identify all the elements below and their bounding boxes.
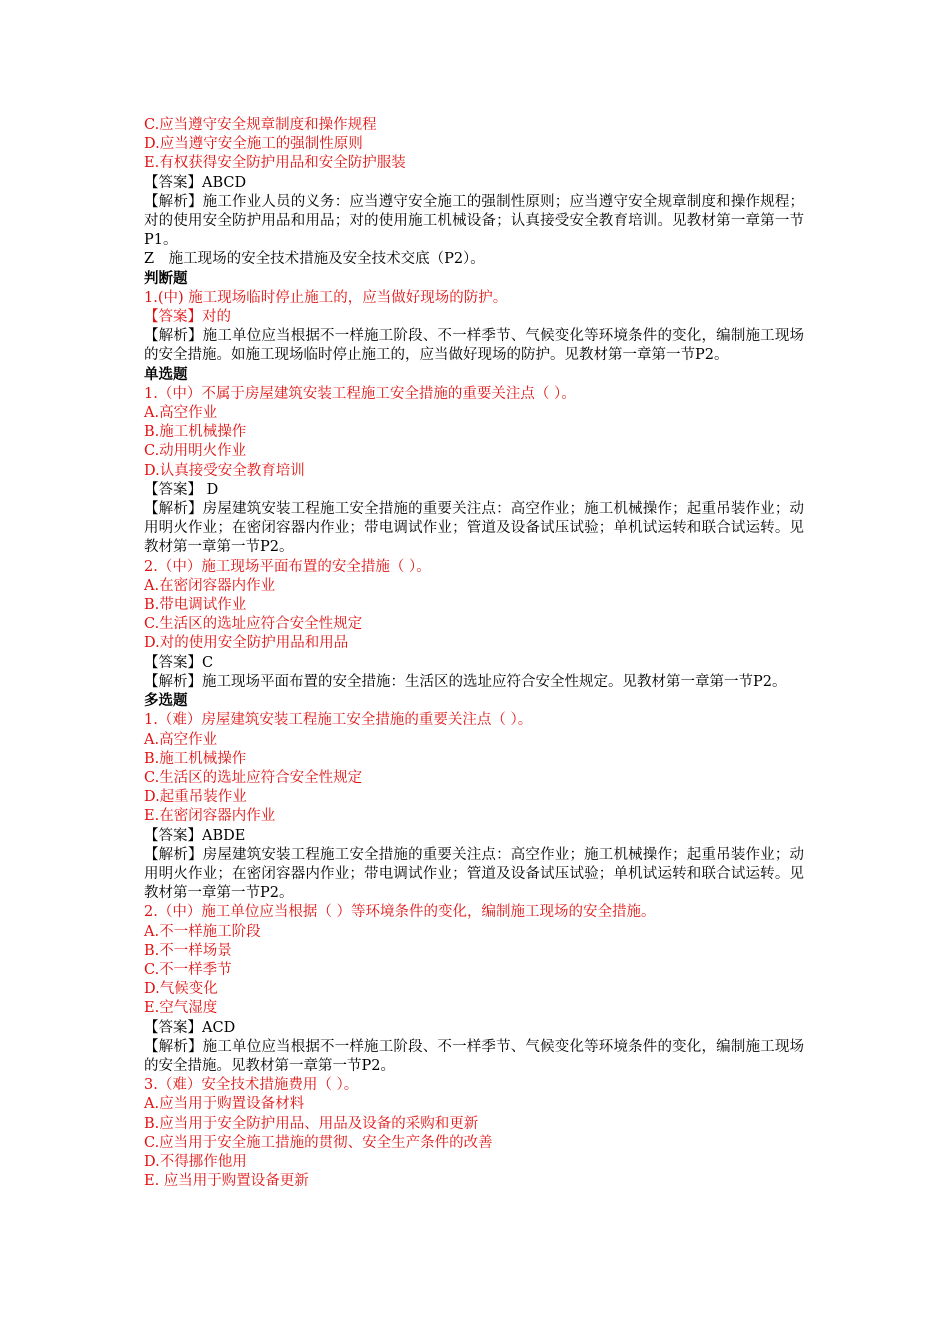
text-line-l48: E. 应当用于购置设备更新 [144, 1173, 309, 1190]
text-line-l27: 1.（难）房屋建筑安装工程施工安全措施的重要关注点（ ）。 [144, 712, 533, 729]
text-line-l21: B.带电调试作业 [144, 597, 247, 614]
text-line-l31: D.起重吊装作业 [144, 789, 247, 806]
text-line-l8: 1.(中) 施工现场临时停止施工的，应当做好现场的防护。 [144, 289, 508, 306]
text-line-l42: 【解析】施工单位应当根据不一样施工阶段、不一样季节、气候变化等环境条件的变化，编制施工现场的安全措施。见教材第一章第一节P2。 [144, 1038, 804, 1074]
text-line-l39: D.气候变化 [144, 981, 218, 998]
text-line-l18: 【解析】房屋建筑安装工程施工安全措施的重要关注点：高空作业；施工机械操作；起重吊装作业；动用明火作业；在密闭容器内作业；带电调试作业；管道及设备试压试验；单机试运转和联合试运转。见教材第一章第一节P2。 [144, 501, 804, 556]
text-line-l37: B.不一样场景 [144, 942, 232, 959]
text-line-l9: 【答案】对的 [144, 309, 231, 326]
text-line-l45: B.应当用于安全防护用品、用品及设备的采购和更新 [144, 1115, 479, 1132]
text-line-l38: C.不一样季节 [144, 961, 232, 978]
text-line-l3: E.有权获得安全防护用品和安全防护服装 [144, 155, 406, 172]
text-line-l13: A.高空作业 [144, 405, 218, 422]
text-line-l20: A.在密闭容器内作业 [144, 577, 276, 594]
text-line-l12: 1.（中）不属于房屋建筑安装工程施工安全措施的重要关注点（ ）。 [144, 385, 576, 402]
text-line-l6: Z 施工现场的安全技术措施及安全技术交底（P2）。 [144, 251, 485, 268]
text-line-l14: B.施工机械操作 [144, 424, 247, 441]
text-line-l4: 【答案】ABCD [144, 174, 247, 191]
text-line-l30: C.生活区的选址应符合安全性规定 [144, 769, 363, 786]
text-line-l41: 【答案】ACD [144, 1019, 236, 1036]
text-line-l47: D.不得挪作他用 [144, 1153, 247, 1170]
text-line-l29: B.施工机械操作 [144, 750, 247, 767]
text-line-l34: 【解析】房屋建筑安装工程施工安全措施的重要关注点：高空作业；施工机械操作；起重吊装作业；动用明火作业；在密闭容器内作业；带电调试作业；管道及设备试压试验；单机试运转和联合试运转。见教材第一章第一节P2。 [144, 846, 804, 902]
text-line-l43: 3.（难）安全技术措施费用（ ）。 [144, 1077, 359, 1094]
text-line-l26: 多选题 [144, 693, 188, 710]
text-line-l32: E.在密闭容器内作业 [144, 808, 276, 825]
text-line-l17: 【答案】 D [144, 481, 219, 498]
text-line-l1: C.应当遵守安全规章制度和操作规程 [144, 117, 377, 133]
text-line-l28: A.高空作业 [144, 731, 218, 748]
text-line-l19: 2.（中）施工现场平面布置的安全措施（ ）。 [144, 558, 431, 575]
document-page [144, 116, 804, 1191]
text-line-l5: 【解析】施工作业人员的义务：应当遵守安全施工的强制性原则；应当遵守安全规章制度和操作规程；对的使用安全防护用品和用品；对的使用施工机械设备；认真接受安全教育培训。见教材第一章第一节P1。 [144, 193, 804, 249]
text-line-l10: 【解析】施工单位应当根据不一样施工阶段、不一样季节、气候变化等环境条件的变化，编制施工现场的安全措施。如施工现场临时停止施工的，应当做好现场的防护。见教材第一章第一节P2。 [144, 328, 804, 364]
text-line-l7: 判断题 [144, 270, 188, 287]
text-line-l2: D.应当遵守安全施工的强制性原则 [144, 136, 363, 153]
text-line-l35: 2.（中）施工单位应当根据（ ）等环境条件的变化，编制施工现场的安全措施。 [144, 904, 656, 921]
text-line-l40: E.空气湿度 [144, 1000, 218, 1017]
text-line-l44: A.应当用于购置设备材料 [144, 1096, 305, 1113]
text-line-l11: 单选题 [144, 366, 188, 383]
text-line-l25: 【解析】施工现场平面布置的安全措施：生活区的选址应符合安全性规定。见教材第一章第一节P2。 [144, 673, 787, 690]
text-line-l33: 【答案】ABDE [144, 827, 246, 844]
text-line-l24: 【答案】C [144, 654, 214, 671]
text-line-l23: D.对的使用安全防护用品和用品 [144, 635, 349, 652]
text-line-l46: C.应当用于安全施工措施的贯彻、安全生产条件的改善 [144, 1134, 493, 1151]
text-line-l22: C.生活区的选址应符合安全性规定 [144, 616, 363, 633]
text-line-l15: C.动用明火作业 [144, 443, 247, 460]
text-line-l36: A.不一样施工阶段 [144, 923, 261, 940]
text-line-l16: D.认真接受安全教育培训 [144, 462, 305, 479]
